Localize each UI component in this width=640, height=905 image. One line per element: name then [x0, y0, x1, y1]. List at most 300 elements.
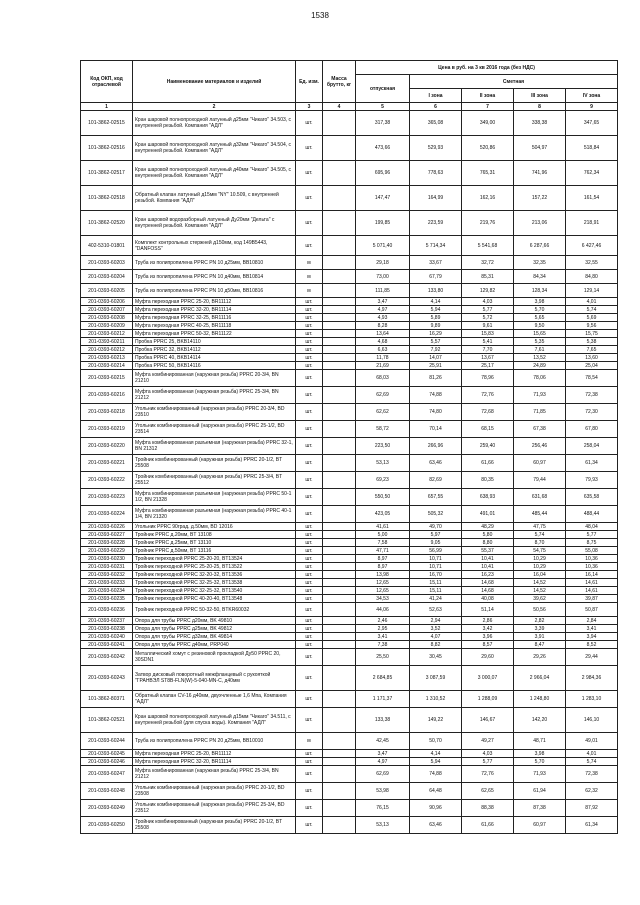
table-row	[81, 284, 618, 298]
item-name: Муфта комбинированная (наружная резьба) PPRC 25-3/4, BN 21212	[133, 387, 296, 404]
zone-2-price: 51,14	[462, 603, 514, 617]
zone-3-price: 60,97	[514, 817, 566, 834]
zone-4-price: 488,44	[566, 506, 618, 523]
release-price: 3,47	[356, 750, 410, 758]
table-row	[81, 800, 618, 817]
item-unit: шт.	[296, 800, 323, 817]
item-name: Кран шаровой полнопроходной латунный д40мм "Чикаго" 34.505, с внутренней резьбой. Компания "АДЛ"	[133, 161, 296, 186]
zone-4-price: 8,75	[566, 539, 618, 547]
item-mass	[323, 455, 356, 472]
zone-3-price: 5,65	[514, 314, 566, 322]
zone-4-price: 5,69	[566, 314, 618, 322]
header-estimate-price: Сметная	[410, 75, 618, 89]
zone-3-price: 15,65	[514, 330, 566, 338]
zone-1-price: 56,99	[410, 547, 462, 555]
item-name: Тройник переходной PPRC 50-32-50, BTKR60032	[133, 603, 296, 617]
item-code: 201-0393-60215	[81, 370, 133, 387]
item-code: 201-0393-60235	[81, 595, 133, 603]
zone-4-price: 518,84	[566, 136, 618, 161]
item-name: Кран шаровой водоразборный латунный Ду20мм "Дельта" с внутренней резьбой. Компания "АДЛ"	[133, 211, 296, 236]
item-unit: шт.	[296, 322, 323, 330]
table-row	[81, 506, 618, 523]
zone-2-price: 5,80	[462, 531, 514, 539]
column-number: 4	[323, 103, 356, 111]
table-row	[81, 750, 618, 758]
item-code: 201-0393-60221	[81, 455, 133, 472]
zone-3-price: 1 248,80	[514, 691, 566, 708]
zone-2-price: 8,57	[462, 641, 514, 649]
item-mass	[323, 472, 356, 489]
table-row	[81, 547, 618, 555]
item-unit: шт.	[296, 563, 323, 571]
item-name: Кран шаровой полнопроходной латунный д15мм "Чикаго" 34.511, с внутренней резьбой (для спуска воды). Компания "АДЛ"	[133, 708, 296, 733]
zone-3-price: 48,71	[514, 733, 566, 750]
zone-4-price: 218,91	[566, 211, 618, 236]
zone-1-price: 149,22	[410, 708, 462, 733]
zone-2-price: 219,76	[462, 211, 514, 236]
table-row	[81, 330, 618, 338]
item-unit: м	[296, 733, 323, 750]
zone-3-price: 3,39	[514, 625, 566, 633]
table-row	[81, 817, 618, 834]
zone-1-price: 70,14	[410, 421, 462, 438]
item-name: Опора для трубы PPRC д25мм, BK 49812	[133, 625, 296, 633]
item-code: 201-0393-60207	[81, 306, 133, 314]
item-name: Металлический хомут с резиновой прокладкой Ду50 PPRC 20, 30SDN1	[133, 649, 296, 666]
zone-3-price: 54,75	[514, 547, 566, 555]
zone-2-price: 10,41	[462, 563, 514, 571]
zone-2-price: 72,76	[462, 766, 514, 783]
item-code: 201-0393-60244	[81, 733, 133, 750]
table-row	[81, 161, 618, 186]
zone-4-price: 161,54	[566, 186, 618, 211]
release-price: 8,97	[356, 555, 410, 563]
zone-1-price: 5,94	[410, 306, 462, 314]
zone-4-price: 129,14	[566, 284, 618, 298]
release-price: 62,62	[356, 404, 410, 421]
zone-4-price: 4,01	[566, 298, 618, 306]
table-row	[81, 733, 618, 750]
zone-4-price: 5,74	[566, 758, 618, 766]
item-code: 201-0393-60241	[81, 641, 133, 649]
zone-1-price: 1 310,52	[410, 691, 462, 708]
item-mass	[323, 438, 356, 455]
zone-4-price: 14,61	[566, 579, 618, 587]
zone-4-price: 258,04	[566, 438, 618, 455]
header-zone-4: IV зона	[566, 89, 618, 103]
item-code: 101-3862-02516	[81, 136, 133, 161]
item-code: 201-0393-60228	[81, 539, 133, 547]
table-row	[81, 489, 618, 506]
zone-3-price: 14,52	[514, 579, 566, 587]
release-price: 317,38	[356, 111, 410, 136]
column-number: 7	[462, 103, 514, 111]
zone-3-price: 71,93	[514, 387, 566, 404]
zone-2-price: 61,66	[462, 455, 514, 472]
table-row	[81, 186, 618, 211]
zone-3-price: 3,98	[514, 750, 566, 758]
release-price: 53,13	[356, 817, 410, 834]
release-price: 2 684,85	[356, 666, 410, 691]
zone-3-price: 128,34	[514, 284, 566, 298]
item-name: Муфта переходная PPRC 32-20, BR11114	[133, 306, 296, 314]
zone-2-price: 765,31	[462, 161, 514, 186]
item-code: 201-0393-60211	[81, 338, 133, 346]
item-mass	[323, 298, 356, 306]
zone-4-price: 15,75	[566, 330, 618, 338]
zone-1-price: 10,71	[410, 555, 462, 563]
table-row	[81, 531, 618, 539]
zone-4-price: 62,32	[566, 783, 618, 800]
item-code: 201-0393-60224	[81, 506, 133, 523]
item-unit: шт.	[296, 338, 323, 346]
zone-1-price: 64,48	[410, 783, 462, 800]
release-price: 4,93	[356, 314, 410, 322]
item-mass	[323, 587, 356, 595]
item-unit: шт.	[296, 817, 323, 834]
zone-3-price: 213,06	[514, 211, 566, 236]
item-mass	[323, 354, 356, 362]
release-price: 12,65	[356, 587, 410, 595]
item-code: 201-0393-60238	[81, 625, 133, 633]
item-name: Тройник PPRC д.50мм, BT 13116	[133, 547, 296, 555]
zone-1-price: 7,92	[410, 346, 462, 354]
item-name: Тройник PPRC д.20мм, BT 13108	[133, 531, 296, 539]
zone-4-price: 50,87	[566, 603, 618, 617]
zone-1-price: 16,29	[410, 330, 462, 338]
table-row	[81, 136, 618, 161]
zone-3-price: 71,93	[514, 766, 566, 783]
zone-2-price: 162,16	[462, 186, 514, 211]
release-price: 47,71	[356, 547, 410, 555]
item-unit: шт.	[296, 531, 323, 539]
zone-3-price: 5,74	[514, 531, 566, 539]
zone-4-price: 72,38	[566, 766, 618, 783]
item-unit: шт.	[296, 370, 323, 387]
zone-2-price: 10,41	[462, 555, 514, 563]
item-code: 201-0393-60245	[81, 750, 133, 758]
table-row	[81, 649, 618, 666]
item-name: Муфта комбинированная (наружная резьба) PPRC 25-3/4, BN 21212	[133, 766, 296, 783]
table-row	[81, 633, 618, 641]
item-name: Труба из полипропилена PPRC PN 10 д25мм, BB10810	[133, 256, 296, 270]
item-unit: шт.	[296, 625, 323, 633]
table-row	[81, 472, 618, 489]
item-unit: м	[296, 256, 323, 270]
header-zone-1: I зона	[410, 89, 462, 103]
item-mass	[323, 314, 356, 322]
item-code: 201-0393-60208	[81, 314, 133, 322]
item-name: Муфта переходная PPRC 40-25, BR11118	[133, 322, 296, 330]
release-price: 7,58	[356, 539, 410, 547]
item-code: 201-0393-60250	[81, 817, 133, 834]
zone-3-price: 741,96	[514, 161, 566, 186]
item-unit: шт.	[296, 111, 323, 136]
table-row	[81, 539, 618, 547]
zone-3-price: 338,38	[514, 111, 566, 136]
zone-3-price: 84,34	[514, 270, 566, 284]
item-mass	[323, 817, 356, 834]
table-row	[81, 338, 618, 346]
item-code: 201-0393-60232	[81, 571, 133, 579]
release-price: 68,03	[356, 370, 410, 387]
item-unit: шт.	[296, 691, 323, 708]
zone-1-price: 3 087,59	[410, 666, 462, 691]
zone-4-price: 72,38	[566, 387, 618, 404]
item-name: Тройник переходной PPRC 32-25-32, BT13540	[133, 587, 296, 595]
zone-1-price: 3,52	[410, 625, 462, 633]
table-row	[81, 603, 618, 617]
release-price: 7,38	[356, 641, 410, 649]
table-row	[81, 783, 618, 800]
item-unit: шт.	[296, 617, 323, 625]
zone-4-price: 347,65	[566, 111, 618, 136]
zone-1-price: 63,46	[410, 455, 462, 472]
item-name: Муфта комбинированная разъемная (наружная резьба) PPRC 50-1 1/2, BN 21328	[133, 489, 296, 506]
zone-1-price: 63,46	[410, 817, 462, 834]
zone-3-price: 39,62	[514, 595, 566, 603]
release-price: 13,64	[356, 330, 410, 338]
item-mass	[323, 531, 356, 539]
zone-3-price: 504,97	[514, 136, 566, 161]
zone-1-price: 14,07	[410, 354, 462, 362]
zone-2-price: 72,68	[462, 404, 514, 421]
item-unit: шт.	[296, 211, 323, 236]
zone-3-price: 2 966,04	[514, 666, 566, 691]
release-price: 4,68	[356, 338, 410, 346]
item-unit: шт.	[296, 314, 323, 322]
zone-3-price: 67,38	[514, 421, 566, 438]
zone-4-price: 8,52	[566, 641, 618, 649]
table-row	[81, 314, 618, 322]
zone-1-price: 90,96	[410, 800, 462, 817]
price-table	[80, 60, 618, 834]
table-row	[81, 354, 618, 362]
column-number: 2	[133, 103, 296, 111]
zone-3-price: 10,29	[514, 563, 566, 571]
item-unit: шт.	[296, 649, 323, 666]
item-name: Муфта переходная PPRC 32-20, BR11114	[133, 758, 296, 766]
item-mass	[323, 555, 356, 563]
item-unit: шт.	[296, 404, 323, 421]
table-row	[81, 270, 618, 284]
item-mass	[323, 758, 356, 766]
item-name: Кран шаровой полнопроходной латунный д32мм "Чикаго" 34.504, с внутренней резьбой. Компания "АДЛ"	[133, 136, 296, 161]
release-price: 473,66	[356, 136, 410, 161]
item-name: Комплект контрольных стержней д150мм, код 149B5443, "DANFOSS"	[133, 236, 296, 256]
zone-4-price: 5,74	[566, 306, 618, 314]
item-mass	[323, 579, 356, 587]
page-number: 1538	[311, 11, 329, 20]
release-price: 34,53	[356, 595, 410, 603]
item-mass	[323, 708, 356, 733]
item-name: Муфта переходная PPRC 25-20, BR11112	[133, 750, 296, 758]
zone-4-price: 1 283,10	[566, 691, 618, 708]
item-code: 402-5310-01801	[81, 236, 133, 256]
item-code: 201-0393-60206	[81, 298, 133, 306]
release-price: 199,85	[356, 211, 410, 236]
release-price: 44,06	[356, 603, 410, 617]
item-unit: шт.	[296, 587, 323, 595]
zone-1-price: 164,99	[410, 186, 462, 211]
zone-4-price: 3,41	[566, 625, 618, 633]
zone-2-price: 638,93	[462, 489, 514, 506]
zone-3-price: 8,47	[514, 641, 566, 649]
release-price: 58,72	[356, 421, 410, 438]
release-price: 1 171,37	[356, 691, 410, 708]
release-price: 29,18	[356, 256, 410, 270]
zone-1-price: 25,91	[410, 362, 462, 370]
item-code: 101-3862-02518	[81, 186, 133, 211]
zone-4-price: 61,34	[566, 455, 618, 472]
zone-2-price: 61,66	[462, 817, 514, 834]
item-name: Кран шаровой полнопроходной латунный д25мм "Чикаго" 34.503, с внутренней резьбой. Компания "АДЛ"	[133, 111, 296, 136]
zone-1-price: 133,80	[410, 284, 462, 298]
item-unit: шт.	[296, 603, 323, 617]
item-code: 201-0393-60237	[81, 617, 133, 625]
column-number: 9	[566, 103, 618, 111]
zone-1-price: 30,45	[410, 649, 462, 666]
item-unit: шт.	[296, 783, 323, 800]
item-mass	[323, 421, 356, 438]
item-name: Пробка PPRC 32, BKB14112	[133, 346, 296, 354]
item-code: 201-0393-60218	[81, 404, 133, 421]
zone-1-price: 365,08	[410, 111, 462, 136]
zone-2-price: 5,77	[462, 306, 514, 314]
item-unit: шт.	[296, 708, 323, 733]
item-name: Опора для трубы PPRC д40мм, PRP040	[133, 641, 296, 649]
zone-4-price: 10,36	[566, 563, 618, 571]
item-unit: шт.	[296, 489, 323, 506]
item-unit: шт.	[296, 306, 323, 314]
zone-2-price: 49,27	[462, 733, 514, 750]
item-name: Муфта переходная PPRC 32-25, BR11116	[133, 314, 296, 322]
zone-4-price: 61,34	[566, 817, 618, 834]
column-number: 6	[410, 103, 462, 111]
release-price: 8,28	[356, 322, 410, 330]
zone-1-price: 5,57	[410, 338, 462, 346]
release-price: 550,50	[356, 489, 410, 506]
zone-1-price: 266,96	[410, 438, 462, 455]
table-row	[81, 370, 618, 387]
zone-4-price: 87,92	[566, 800, 618, 817]
item-name: Муфта комбинированная (наружная резьба) PPRC 20-3/4, BN 21210	[133, 370, 296, 387]
item-mass	[323, 506, 356, 523]
item-mass	[323, 649, 356, 666]
item-mass	[323, 766, 356, 783]
item-unit: шт.	[296, 330, 323, 338]
release-price: 4,97	[356, 758, 410, 766]
item-name: Опора для трубы PPRC д32мм, BK 49814	[133, 633, 296, 641]
zone-4-price: 5,38	[566, 338, 618, 346]
item-code: 201-0393-60203	[81, 256, 133, 270]
release-price: 69,23	[356, 472, 410, 489]
item-mass	[323, 633, 356, 641]
item-code: 201-0393-60222	[81, 472, 133, 489]
item-unit: шт.	[296, 579, 323, 587]
item-mass	[323, 270, 356, 284]
table-row	[81, 523, 618, 531]
item-name: Тройник PPRC д.25мм, BT 13110	[133, 539, 296, 547]
item-name: Муфта комбинированная разъемная (наружная резьба) PPRC 32-1, BN 21312	[133, 438, 296, 455]
zone-2-price: 349,00	[462, 111, 514, 136]
release-price: 423,05	[356, 506, 410, 523]
table-row	[81, 625, 618, 633]
item-mass	[323, 733, 356, 750]
header-mass: Масса брутто, кг	[323, 61, 356, 103]
item-code: 201-0393-60214	[81, 362, 133, 370]
zone-1-price: 4,07	[410, 633, 462, 641]
item-mass	[323, 563, 356, 571]
zone-2-price: 4,03	[462, 298, 514, 306]
item-mass	[323, 306, 356, 314]
zone-3-price: 32,35	[514, 256, 566, 270]
release-price: 42,45	[356, 733, 410, 750]
item-unit: шт.	[296, 766, 323, 783]
zone-2-price: 491,01	[462, 506, 514, 523]
item-unit: м	[296, 284, 323, 298]
zone-1-price: 505,32	[410, 506, 462, 523]
zone-2-price: 68,15	[462, 421, 514, 438]
item-name: Обратный клапан латунный д15мм "NY" 10.509, с внутренней резьбой. Компания "АДЛ"	[133, 186, 296, 211]
zone-2-price: 8,80	[462, 539, 514, 547]
zone-3-price: 5,70	[514, 758, 566, 766]
item-code: 201-0393-60205	[81, 284, 133, 298]
release-price: 12,65	[356, 579, 410, 587]
zone-4-price: 84,80	[566, 270, 618, 284]
header-unit: Ед. изм.	[296, 61, 323, 103]
zone-3-price: 5,35	[514, 338, 566, 346]
table-row	[81, 587, 618, 595]
table-row	[81, 421, 618, 438]
item-unit: шт.	[296, 438, 323, 455]
header-code: Код ОКП, код отраслевой	[81, 61, 133, 103]
table-row	[81, 322, 618, 330]
zone-2-price: 14,68	[462, 587, 514, 595]
zone-2-price: 146,67	[462, 708, 514, 733]
zone-1-price: 74,80	[410, 404, 462, 421]
item-mass	[323, 547, 356, 555]
item-mass	[323, 211, 356, 236]
zone-4-price: 78,54	[566, 370, 618, 387]
zone-3-price: 2,82	[514, 617, 566, 625]
item-mass	[323, 111, 356, 136]
item-code: 201-0393-60209	[81, 322, 133, 330]
zone-4-price: 4,01	[566, 750, 618, 758]
release-price: 3,41	[356, 633, 410, 641]
release-price: 5,00	[356, 531, 410, 539]
zone-4-price: 2 984,36	[566, 666, 618, 691]
item-code: 201-0393-60248	[81, 783, 133, 800]
zone-1-price: 223,59	[410, 211, 462, 236]
zone-1-price: 4,14	[410, 750, 462, 758]
release-price: 133,38	[356, 708, 410, 733]
item-unit: шт.	[296, 666, 323, 691]
zone-4-price: 49,01	[566, 733, 618, 750]
column-number: 1	[81, 103, 133, 111]
table-row	[81, 758, 618, 766]
item-unit: шт.	[296, 539, 323, 547]
item-code: 201-0393-60212	[81, 330, 133, 338]
item-unit: шт.	[296, 387, 323, 404]
zone-2-price: 16,23	[462, 571, 514, 579]
release-price: 73,00	[356, 270, 410, 284]
table-row	[81, 617, 618, 625]
item-name: Опора для трубы PPRC д20мм, BK 49810	[133, 617, 296, 625]
item-name: Тройник переходной PPRC 32-20-32, BT13536	[133, 571, 296, 579]
zone-2-price: 85,31	[462, 270, 514, 284]
zone-4-price: 5,77	[566, 531, 618, 539]
